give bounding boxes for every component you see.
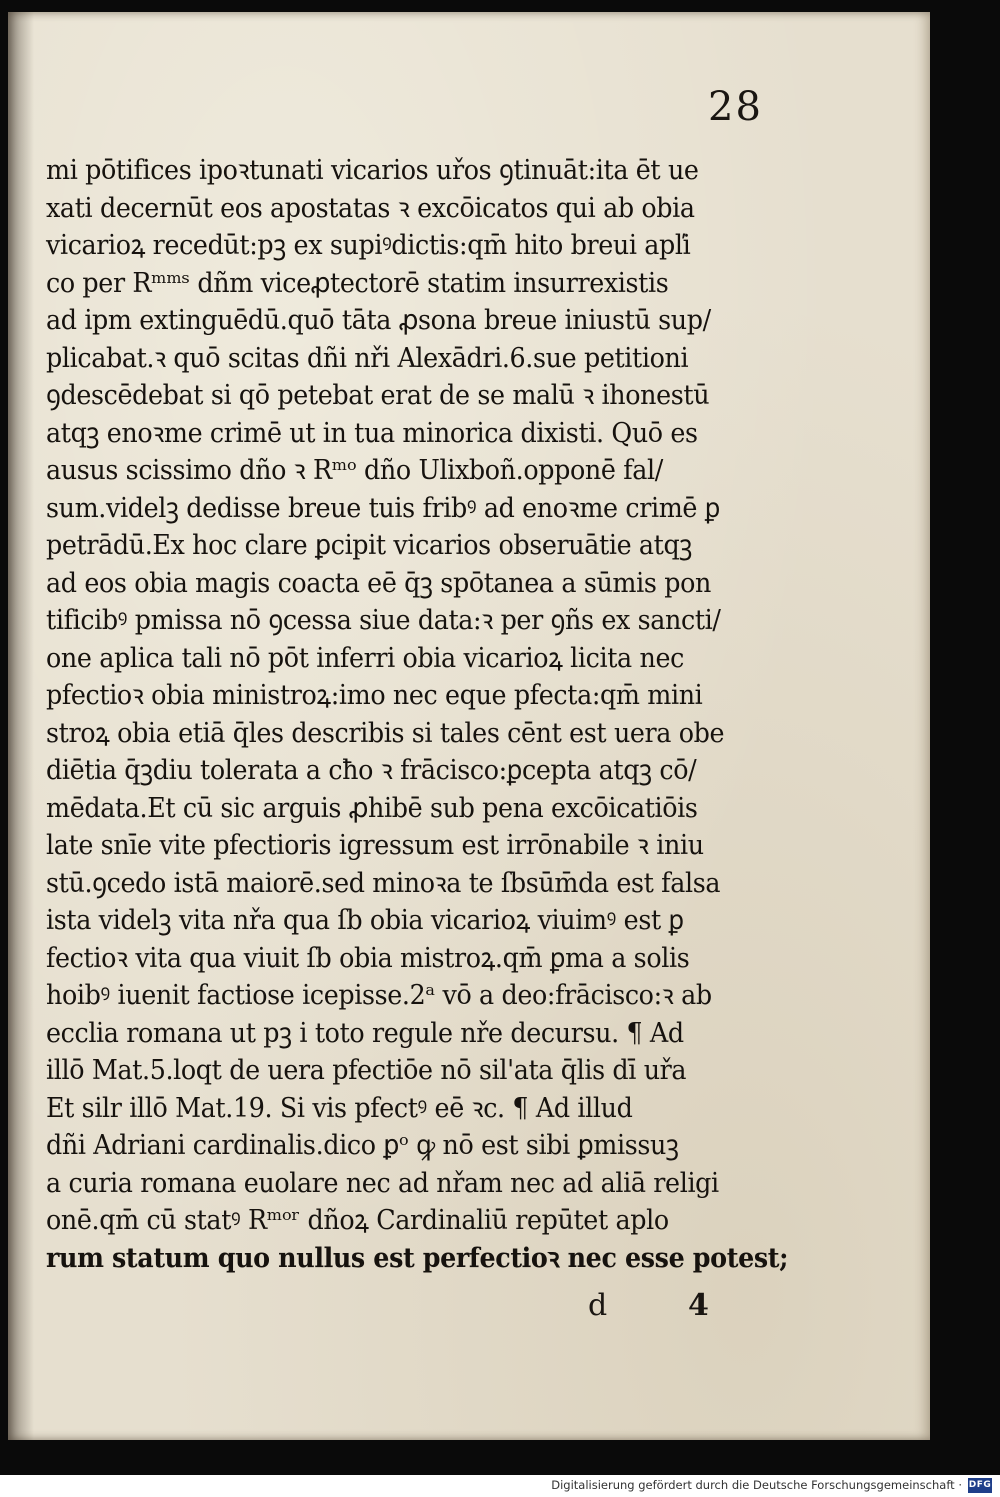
text-line: pfectioꝛ obia ministroꝝ:imo nec eque pfecta:qm̄ mini <box>46 680 703 711</box>
gutter-shadow <box>8 12 34 1440</box>
text-line: one aplica tali nō pōt inferri obia vicarioꝝ licita nec <box>46 642 684 674</box>
text-line: mēdata.Et cū sic arguis ꝓhibē sub pena excōicatiōis <box>46 792 698 824</box>
text-line: fectioꝛ vita qua viuit ſb obia mistroꝝ.qm̄ ꝑma a solis <box>46 942 690 974</box>
page-number: 28 <box>708 84 763 130</box>
text-line: ad ipm extinguēdū.quō tāta ꝓsona breue iniustū sup/ <box>46 305 711 336</box>
text-line: diētia q̄ꝫdiu tolerata a cħo ꝛ frācisco:ꝑcepta atqꝫ cō/ <box>46 755 697 786</box>
text-line: stū.ꝯcedo istā maiorē.sed minoꝛa te ſbsūm̄da est falsa <box>46 867 721 899</box>
text-line: atqꝫ enoꝛme crimē ut in tua minorica dixisti. Quō es <box>46 417 698 449</box>
text-line: xati decernūt eos apostatas ꝛ excōicatos qui ab obia <box>46 192 695 224</box>
text-line: stroꝝ obia etiā q̄les describis si tales cēnt est uera obe <box>46 717 725 749</box>
text-line: late snīe vite pfectioris igressum est irrōnabile ꝛ iniu <box>46 830 704 861</box>
text-line: dñi Adriani cardinalis.dico ꝑᵒ ꝙ nō est sibi ꝑmissuꝫ <box>46 1130 679 1161</box>
book-page <box>8 12 930 1440</box>
text-line: co per Rᵐᵐˢ dñm viceꝓtectorē statim insurrexistis <box>46 267 669 299</box>
body-text <box>46 152 789 1277</box>
text-line: illō Mat.5.loqt de uera pfectiōe nō sil'ata q̄lis dī uřa <box>46 1055 687 1086</box>
text-line: mi pōtifices ipoꝛtunati vicarios uřos ꝯtinuāt:ita ēt ue <box>46 155 699 186</box>
text-line: a curia romana euolare nec ad nřam nec ad aliā religi <box>46 1167 719 1199</box>
text-line: hoibꝰ iuenit factiose icepisse.2ᵃ vō a deo:frācisco:ꝛ ab <box>46 980 712 1011</box>
text-line: rum statum quo nullus est perfectioꝛ nec esse potest; <box>46 1242 789 1274</box>
text-line: tificibꝰ pmissa nō ꝯcessa siue data:ꝛ per ꝯñs ex sancti/ <box>46 605 721 636</box>
text-line: ꝯdescēdebat si qō petebat erat de se malū ꝛ ihonestū <box>46 380 710 411</box>
text-line: ista videlꝫ vita nřa qua ſb obia vicarioꝝ viuimꝰ est ꝑ <box>46 905 684 936</box>
text-line: onē.qm̄ cū statꝰ Rᵐᵒʳ dñoꝝ Cardinaliū repūtet aplo <box>46 1205 669 1236</box>
signature-mark-number: 4 <box>688 1288 709 1323</box>
funding-credit: Digitalisierung gefördert durch die Deutsche Forschungsgemeinschaft · <box>551 1478 962 1492</box>
signature-mark-letter: d <box>588 1288 608 1323</box>
dfg-logo[interactable]: DFG <box>968 1478 992 1493</box>
text-line: sum.videlꝫ dedisse breue tuis fribꝰ ad enoꝛme crimē ꝑ <box>46 492 720 524</box>
text-line: plicabat.ꝛ quō scitas dñi nři Alexādri.6.sue petitioni <box>46 342 689 374</box>
text-line: ausus scissimo dño ꝛ Rᵐᵒ dño Ulixboñ.opponē fal/ <box>46 455 663 486</box>
text-line: ecclia romana ut pꝫ i toto regule nře decursu. ¶ Ad <box>46 1017 684 1049</box>
text-line: ad eos obia magis coacta eē q̄ꝫ spōtanea a sūmis pon <box>46 567 711 599</box>
text-line: petrādū.Ex hoc clare ꝑcipit vicarios obseruātie atqꝫ <box>46 530 692 561</box>
footer-bar <box>0 1475 1000 1497</box>
text-line: Et silr illō Mat.19. Si vis pfectꝰ eē ꝛc. ¶ Ad illud <box>46 1092 633 1124</box>
text-line: vicarioꝝ recedūt:pꝫ ex supiꝰdictis:qm̄ hito breui apľi <box>46 230 691 261</box>
